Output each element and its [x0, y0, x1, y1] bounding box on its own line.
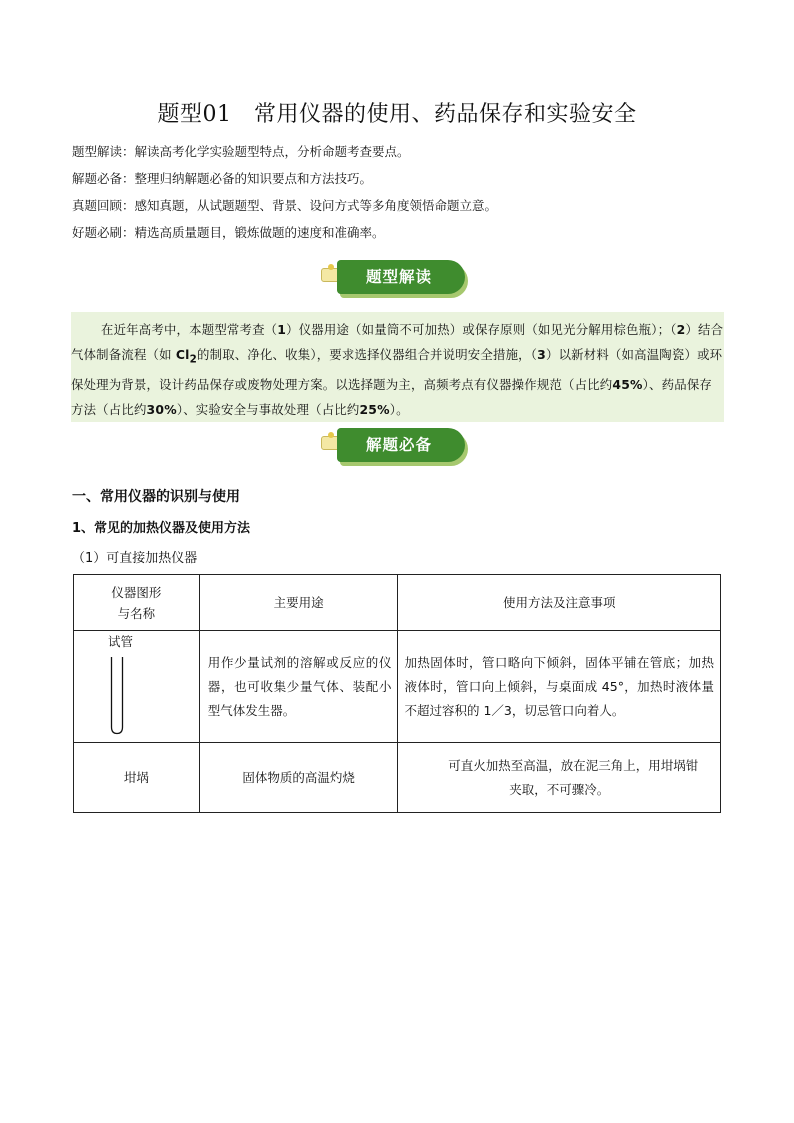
analysis-text: 的制取、净化、收集），要求选择仪器组合并说明安全措施，（ [197, 347, 538, 362]
test-tube-icon [110, 657, 124, 735]
analysis-text: ）、药品保存方法（占比约 [71, 377, 713, 418]
method-line: 可直火加热至高温，放在泥三角上，用坩埚钳 [448, 757, 699, 773]
use-cell: 用作少量试剂的溶解或反应的仪器，也可收集少量气体、装配小型气体发生器。 [199, 631, 398, 743]
analysis-text: ）、实验安全与事故处理（占比约 [176, 402, 360, 418]
section-banner-interpretation [321, 258, 469, 302]
analysis-text: 在近年高考中，本题型常考查（ [101, 322, 278, 337]
table-row [74, 631, 721, 743]
instrument-cell [74, 631, 200, 743]
banner-label: 题型解读 [365, 268, 432, 286]
instrument-cell [74, 743, 200, 813]
intro-line-review [72, 199, 497, 213]
chemical-formula: Cl [175, 347, 190, 362]
use-cell: 固体物质的高温灼烧 [199, 743, 398, 813]
banner-label: 解题必备 [365, 436, 432, 454]
section-banner-essentials [321, 426, 469, 470]
analysis-percent: 45% [612, 377, 643, 393]
analysis-box [71, 312, 724, 422]
intro-label: 解题必备： [72, 171, 135, 186]
analysis-number: 1 [277, 322, 287, 337]
intro-text: 精选高质量题目，锻炼做题的速度和准确率。 [134, 225, 385, 240]
intro-line-interpretation [72, 145, 410, 159]
method-cell: 加热固体时，管口略向下倾斜，固体平铺在管底；加热液体时，管口向上倾斜，与桌面成 45°，加热时液体量不超过容积的 1／3，切忌管口向着人。 [398, 631, 721, 743]
intro-text: 解读高考化学实验题型特点，分析命题考查要点。 [134, 144, 410, 159]
analysis-percent: 30% [146, 402, 177, 418]
intro-line-practice [72, 226, 385, 240]
analysis-text: ）结合气体制备流程（如 [71, 322, 724, 362]
analysis-text: ）仪器用途（如量筒不可加热）或保存原则（如见光分解用棕色瓶）；（ [286, 322, 677, 337]
analysis-text: ）。 [389, 402, 409, 418]
instrument-table [73, 574, 721, 813]
header-label: 仪器图形 [111, 584, 162, 600]
banner-bar [337, 428, 465, 462]
intro-text: 感知真题，从试题题型、背景、设问方式等多角度领悟命题立意。 [134, 198, 498, 213]
section-heading: 一、常用仪器的识别与使用 [72, 489, 240, 505]
intro-line-essentials [72, 172, 372, 186]
method-line: 夹取，不可骤冷。 [509, 781, 610, 797]
analysis-paragraph [71, 317, 724, 422]
table-header-row [74, 575, 721, 631]
header-cell-use: 主要用途 [199, 575, 398, 631]
intro-label: 好题必刷： [72, 225, 135, 240]
analysis-number: 3 [537, 347, 546, 362]
header-cell-method: 使用方法及注意事项 [398, 575, 721, 631]
subsubsection-heading: （1）可直接加热仪器 [72, 551, 198, 566]
instrument-name: 坩埚 [123, 769, 149, 785]
banner-bar [337, 260, 465, 294]
analysis-percent: 25% [359, 402, 390, 418]
chemical-subscript: 2 [189, 353, 198, 366]
intro-label: 题型解读： [72, 144, 135, 159]
method-cell [398, 743, 721, 813]
instrument-name: 试管 [108, 634, 134, 649]
table-row [74, 743, 721, 813]
header-label: 与名称 [117, 605, 156, 621]
subsection-heading: 1、常见的加热仪器及使用方法 [72, 521, 251, 536]
header-cell-instrument [74, 575, 200, 631]
analysis-number: 2 [676, 322, 686, 337]
analysis-text: ）以新材料（如高温陶瓷）或环保处理为背景，设计药品保存或废物处理方案。以选择题为主，高频考点有仪器操作规范（占比约 [71, 347, 723, 393]
intro-text: 整理归纳解题必备的知识要点和方法技巧。 [134, 171, 373, 186]
intro-label: 真题回顾： [72, 198, 135, 213]
page-title: 题型01 常用仪器的使用、药品保存和实验安全 [157, 102, 637, 127]
